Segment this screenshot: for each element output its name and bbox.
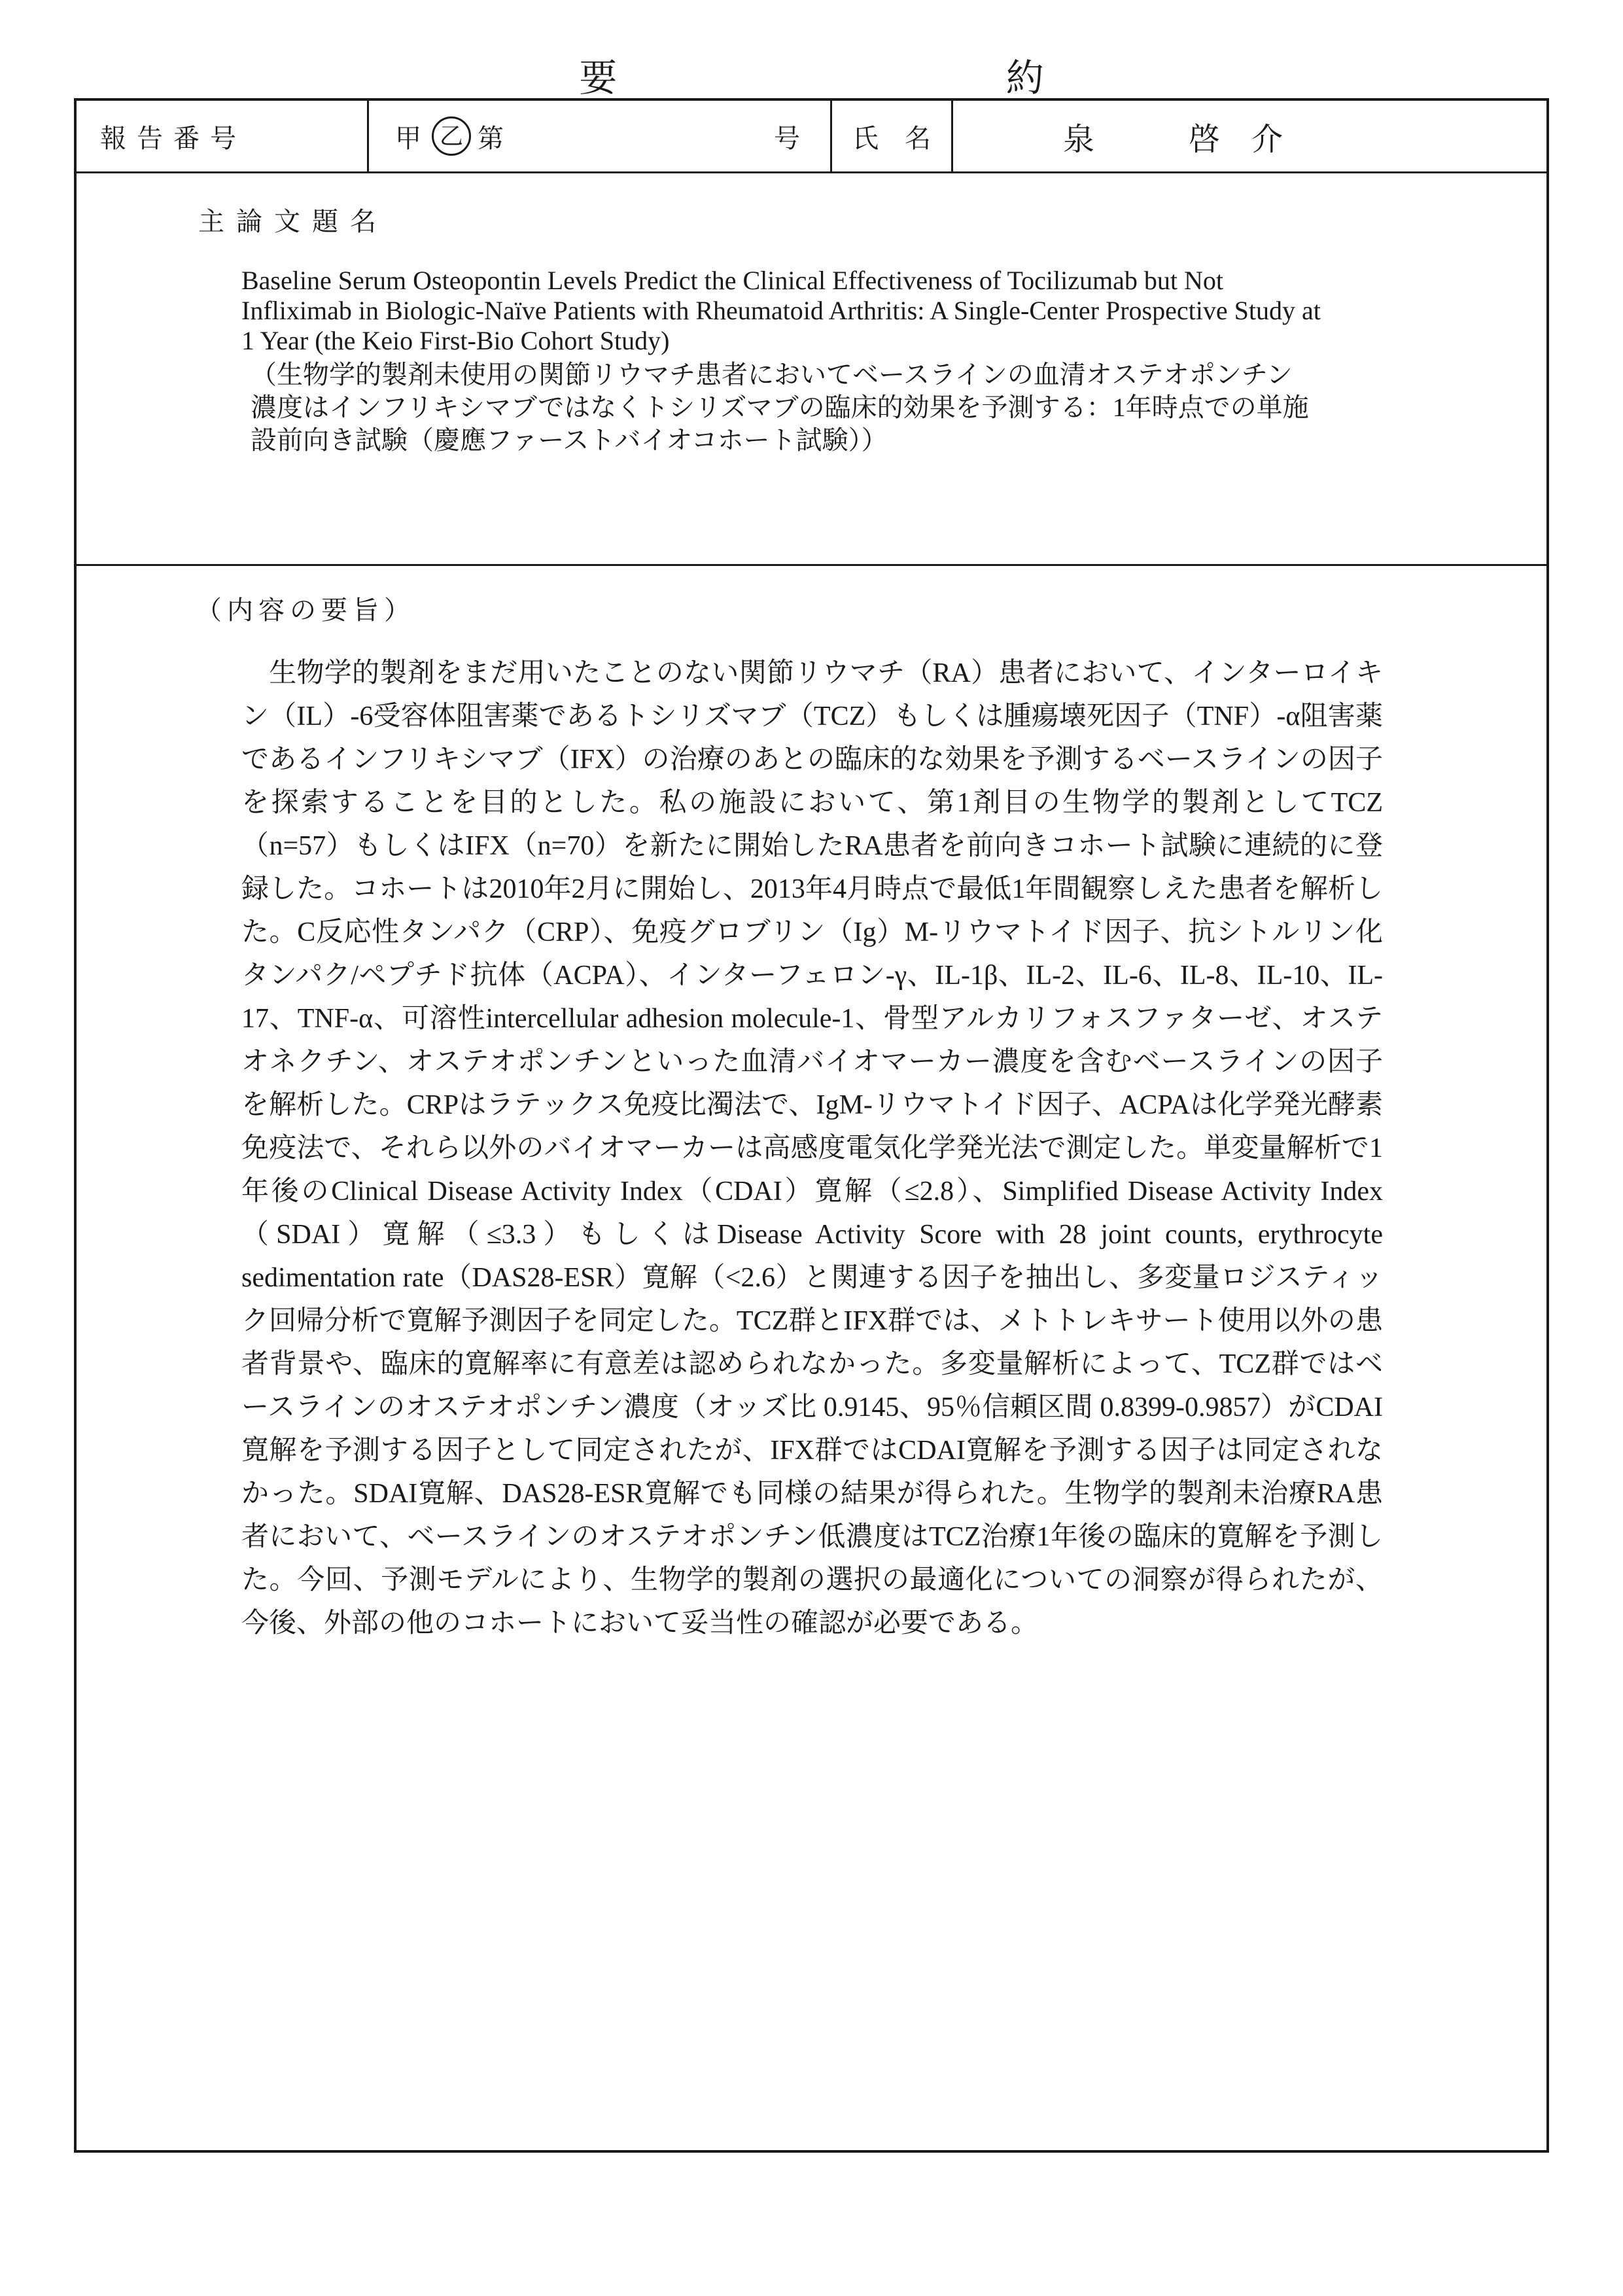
report-number-cell <box>369 101 832 171</box>
otsu-circled-mark: 乙 <box>432 116 471 156</box>
thesis-title-section <box>77 173 1546 566</box>
abstract-section <box>77 566 1546 2150</box>
report-number-label: 報告番号 <box>77 101 369 171</box>
abstract-section-label: （内容の要旨） <box>196 595 415 625</box>
name-value: 泉 啓 介 <box>1063 122 1283 157</box>
thesis-title-section-label: 主論文題名 <box>198 207 388 236</box>
dai-label: 第 <box>478 123 504 153</box>
summary-form-table <box>74 98 1549 2153</box>
abstract-body-text: 生物学的製剤をまだ用いたことのない関節リウマチ（RA）患者において、インターロイキン（IL）-6受容体阻害薬であるトシリズマブ（TCZ）もしくは腫瘍壊死因子（TNF）-α阻害薬であるインフリキシマブ（IFX）の治療のあとの臨床的な効果を予測するベースラインの因子を探索することを目的とした。私の施設において、第1剤目の生物学的製剤としてTCZ（n=57）もしくはIFX（n=70）を新たに開始したRA患者を前向きコホート試験に連続的に登録した。コホートは2010年2月に開始し、2013年4月時点で最低1年間観察しえた患者を解析した。C反応性タンパク（CRP）、免疫グロブリン（Ig）M-リウマトイド因子、抗シトルリン化タンパク/ペプチド抗体（ACPA）、インターフェロン-γ、IL-1β、IL-2、IL-6、IL-8、IL-10、IL-17、TNF-α、可溶性intercellular adhesion molecule-1、骨型アルカリフォスファターゼ、オステオネクチン、オステオポンチンといった血清バイオマーカー濃度を含むベースラインの因子を解析した。CRPはラテックス免疫比濁法で、IgM-リウマトイド因子、ACPAは化学発光酵素免疫法で、それら以外のバイオマーカーは高感度電気化学発光法で測定した。単変量解析で1年後のClinical Disease Activity Index（CDAI）寛解（≤2.8）、Simplified Disease Activity Index（SDAI）寛解（≤3.3）もしくはDisease Activity Score with 28 joint counts, erythrocyte sedimentation rate（DAS28-ESR）寛解（<2.6）と関連する因子を抽出し、多変量ロジスティック回帰分析で寛解予測因子を同定した。TCZ群とIFX群では、メトトレキサート使用以外の患者背景や、臨床的寛解率に有意差は認められなかった。多変量解析によって、TCZ群ではベースラインのオステオポンチン濃度（オッズ比 0.9145、95％信頼区間 0.8399-0.9857）がCDAI寛解を予測する因子として同定されたが、IFX群ではCDAI寛解を予測する因子は同定されなかった。SDAI寛解、DAS28-ESR寛解でも同様の結果が得られた。生物学的製剤未治療RA患者において、ベースラインのオステオポンチン低濃度はTCZ治療1年後の臨床的寛解を予測した。今回、予測モデルにより、生物学的製剤の選択の最適化についての洞察が得られたが、今後、外部の他のコホートにおいて妥当性の確認が必要である。 <box>241 658 1383 1638</box>
name-label: 氏 名 <box>832 101 953 171</box>
gou-label: 号 <box>774 123 800 153</box>
thesis-title-english: Baseline Serum Osteopontin Levels Predict the Clinical Effectiveness of Tocilizumab but Not Infliximab in Biologic-Naïve Patients with Rheumatoid Arthritis: A Single-Center Prospective Study at 1 Year (the Keio First-Bio Cohort Study) <box>241 266 1321 355</box>
report-header-row <box>77 101 1546 173</box>
thesis-title-japanese: （生物学的製剤未使用の関節リウマチ患者においてベースラインの血清オステオポンチン濃度はインフリキシマブではなくトシリズマブの臨床的効果を予測する：1年時点での単施設前向き試験（慶應ファーストバイオコホート試験）） <box>251 360 1309 455</box>
kou-label: 甲 <box>395 123 421 153</box>
page-title: 要 約 <box>579 57 1044 99</box>
